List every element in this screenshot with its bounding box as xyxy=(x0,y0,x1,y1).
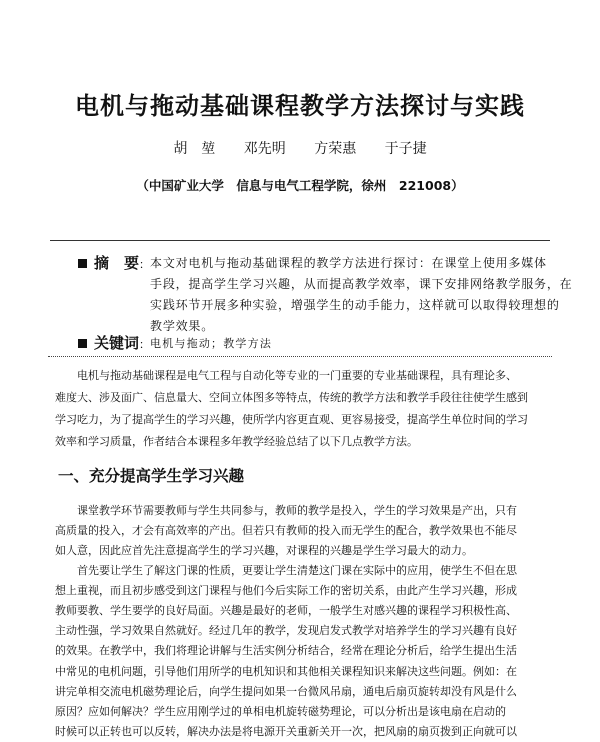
body-line: 教师要教、学生要学的良好局面。兴趣是最好的老师，一般学生对感兴趣的课程学习积极性高、 xyxy=(55,604,517,617)
body-line: 课堂教学环节需要教师与学生共同参与，教师的教学是投入，学生的学习效果是产出，只有 xyxy=(55,504,517,517)
keywords-block xyxy=(78,333,558,355)
body-line: 难度大、涉及面广、信息量大、空间立体图多等特点，传统的教学方法和教学手段往往使学生感到 xyxy=(55,391,528,404)
body-line: 想上重视，而且初步感受到这门课程与他们今后实际工作的密切关系，由此产生学习兴趣，形成 xyxy=(55,584,517,597)
body-line: 如人意，因此应首先注意提高学生的学习兴趣，对课程的兴趣是学生学习最大的动力。 xyxy=(55,544,473,557)
paper-title: 电机与拖动基础课程教学方法探讨与实践 xyxy=(75,92,525,120)
abstract-line: 实践环节开展多种实验，增强学生的动手能力，这样就可以取得较理想的 xyxy=(150,298,560,312)
body-line: 效率和学习质量，作者结合本课程多年教学经验总结了以下几点教学方法。 xyxy=(55,435,418,448)
abstract-line: 手段，提高学生学习兴趣，从而提高教学效率，课下安排网络教学服务，在 xyxy=(150,277,573,291)
dotted-divider xyxy=(48,356,552,357)
keywords-text: 电机与拖动；教学方法 xyxy=(150,337,273,350)
body-line: 高质量的投入，才会有高效率的产出。但若只有教师的投入而无学生的配合，教学效果也不能尽 xyxy=(55,524,517,537)
body-line: 中常见的电机问题，引导他们用所学的电机知识和其他相关课程知识来解决这些问题。例如：在 xyxy=(55,665,517,678)
body-line: 学习吃力，为了提高学生的学习兴趣，使所学内容更直观、更容易接受，提高学生单位时间的学习 xyxy=(55,413,528,426)
keywords-label: 关键词： xyxy=(78,333,150,355)
body-line: 原因？应如何解决？学生应用刚学过的单相电机旋转磁势理论，可以分析出是该电扇在启动的 xyxy=(55,705,506,718)
abstract-block xyxy=(78,253,573,337)
square-bullet-icon xyxy=(78,259,87,268)
abstract-line: 本文对电机与拖动基础课程的教学方法进行探讨：在课堂上使用多媒体 xyxy=(150,256,547,270)
abstract-heading: 摘 要 xyxy=(94,254,140,272)
body-line: 的效果。在教学中，我们将理论讲解与生活实例分析结合，经常在理论分析后，给学生提出生活 xyxy=(55,644,517,657)
author-list xyxy=(0,138,600,158)
author: 方荣惠 xyxy=(314,141,357,157)
author: 于子捷 xyxy=(384,141,427,157)
body-line: 主动性强，学习效果自然就好。经过几年的教学，发现启发式教学对培养学生的学习兴趣有良好 xyxy=(55,624,517,637)
abstract-text xyxy=(150,253,573,337)
abstract-line: 教学效果。 xyxy=(150,319,215,333)
body-line: 讲完单相交流电机磁势理论后，向学生提问如果一台微风吊扇，通电后扇页旋转却没有风是什么 xyxy=(55,685,517,698)
body-line: 首先要让学生了解这门课的性质，更要让学生清楚这门课在实际中的应用，使学生不但在思 xyxy=(55,564,517,577)
keywords-heading: 关键词 xyxy=(94,334,140,352)
body-line: 时候可以正转也可以反转，解决办法是将电源开关重新关开一次，把风扇的扇页拨到正向就可以 xyxy=(55,725,517,738)
abstract-label: 摘 要： xyxy=(78,253,150,275)
square-bullet-icon xyxy=(78,339,87,348)
author: 邓先明 xyxy=(243,141,286,157)
author: 胡 堃 xyxy=(173,141,216,157)
affiliation: （中国矿业大学 信息与电气工程学院，徐州 221008） xyxy=(136,178,464,193)
section-heading: 一、充分提高学生学习兴趣 xyxy=(58,467,245,485)
divider xyxy=(50,240,550,241)
body-line: 电机与拖动基础课程是电气工程与自动化等专业的一门重要的专业基础课程，具有理论多、 xyxy=(55,369,517,382)
